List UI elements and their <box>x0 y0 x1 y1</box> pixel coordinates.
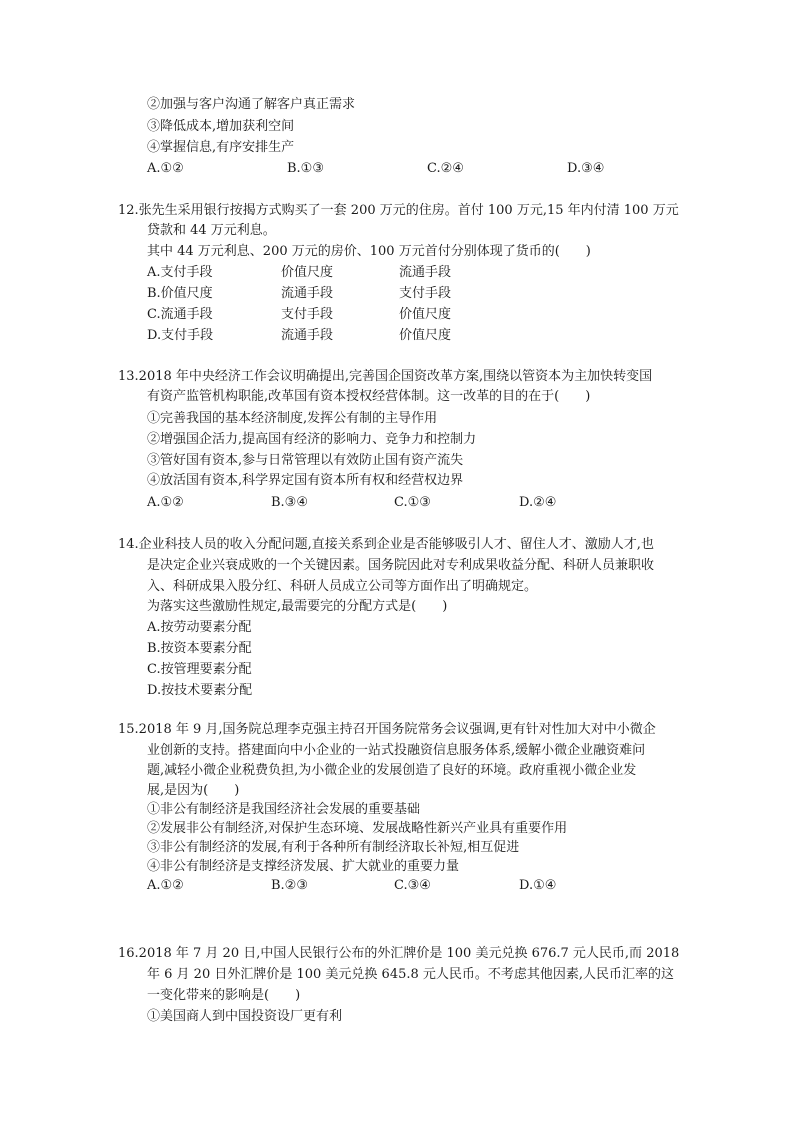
q11-option-b: B.①③ <box>287 161 324 176</box>
q15-item-3: ③非公有制经济的发展,有利于各种所有制经济取长补短,相互促进 <box>147 840 520 855</box>
q14-stem-line-2: 是决定企业兴衰成败的一个关键因素。国务院因此对专利成果收益分配、科研人员兼职收 <box>147 558 655 573</box>
q13-item-4: ④放活国有资本,科学界定国有资本所有权和经营权边界 <box>147 473 464 488</box>
q15-option-b: B.②③ <box>271 878 308 893</box>
q12-option-d-col2: 流通手段 <box>281 328 334 343</box>
q14-option-a: A.按劳动要素分配 <box>147 620 252 635</box>
q11-item-2: ②加强与客户沟通了解客户真正需求 <box>147 97 356 112</box>
q15-stem-line-3: 题,减轻小微企业税费负担,为小微企业的发展创造了良好的环境。政府重视小微企业发 <box>147 763 637 778</box>
q15-item-4: ④非公有制经济是支撑经济发展、扩大就业的重要力量 <box>147 859 460 874</box>
q11-option-a: A.①② <box>147 161 184 176</box>
q16-stem-line-3: 一变化带来的影响是( ) <box>147 988 301 1003</box>
q14-option-d: D.按技术要素分配 <box>147 683 253 698</box>
q12-option-b-col2: 流通手段 <box>281 286 334 301</box>
q15-stem-line-4: 展,是因为( ) <box>147 783 240 798</box>
q14-stem-line-1: 14.企业科技人员的收入分配问题,直接关系到企业是否能够吸引人才、留住人才、激励人才,也 <box>118 537 654 552</box>
q12-option-b-col1: B.价值尺度 <box>147 286 213 301</box>
q12-option-a-col2: 价值尺度 <box>281 265 334 280</box>
q13-item-2: ②增强国企活力,提高国有经济的影响力、竞争力和控制力 <box>147 432 477 447</box>
q15-item-1: ①非公有制经济是我国经济社会发展的重要基础 <box>147 802 421 817</box>
q13-option-b: B.③④ <box>271 495 308 510</box>
q12-option-b-col3: 支付手段 <box>399 286 452 301</box>
q15-stem-line-2: 业创新的支持。搭建面向中小企业的一站式投融资信息服务体系,缓解小微企业融资难问 <box>147 743 646 758</box>
q12-stem-line-3: 其中 44 万元利息、200 万元的房价、100 万元首付分别体现了货币的( ) <box>147 244 591 259</box>
q16-stem-line-2: 年 6 月 20 日外汇牌价是 100 美元兑换 645.8 元人民币。不考虑其他因素,人民币汇率的这 <box>147 967 675 982</box>
q12-option-c-col2: 支付手段 <box>281 307 334 322</box>
q16-stem-line-1: 16.2018 年 7 月 20 日,中国人民银行公布的外汇牌价是 100 美元兑换 676.7 元人民币,而 2018 <box>118 946 680 961</box>
q15-item-2: ②发展非公有制经济,对保护生态环境、发展战略性新兴产业具有重要作用 <box>147 821 568 836</box>
q12-stem-line-1: 12.张先生采用银行按揭方式购买了一套 200 万元的住房。首付 100 万元,15 年内付清 100 万元 <box>118 203 679 218</box>
q12-option-a-col3: 流通手段 <box>399 265 452 280</box>
q11-option-d: D.③④ <box>567 161 605 176</box>
q14-option-c: C.按管理要素分配 <box>147 662 252 677</box>
q12-option-d-col1: D.支付手段 <box>147 328 214 343</box>
q12-stem-line-2: 贷款和 44 万元利息。 <box>147 223 276 238</box>
q13-stem-line-1: 13.2018 年中央经济工作会议明确提出,完善国企国资改革方案,围绕以管资本为主加快转变国 <box>118 369 653 384</box>
q15-option-c: C.③④ <box>394 878 431 893</box>
q12-option-a-col1: A.支付手段 <box>147 265 213 280</box>
q13-item-1: ①完善我国的基本经济制度,发挥公有制的主导作用 <box>147 411 438 426</box>
q11-option-c: C.②④ <box>427 161 464 176</box>
q12-option-c-col3: 价值尺度 <box>399 307 452 322</box>
q13-stem-line-2: 有资产监管机构职能,改革国有资本授权经营体制。这一改革的目的在于( ) <box>147 389 591 404</box>
q13-item-3: ③管好国有资本,参与日常管理以有效防止国有资产流失 <box>147 453 464 468</box>
q14-stem-line-4: 为落实这些激励性规定,最需要完的分配方式是( ) <box>147 599 448 614</box>
q16-item-1: ①美国商人到中国投资设厂更有利 <box>147 1009 343 1024</box>
q11-item-4: ④掌握信息,有序安排生产 <box>147 140 295 155</box>
q11-item-3: ③降低成本,增加获利空间 <box>147 119 295 134</box>
q13-option-c: C.①③ <box>394 495 431 510</box>
q15-option-a: A.①② <box>147 878 184 893</box>
q12-option-d-col3: 价值尺度 <box>399 328 452 343</box>
q13-option-a: A.①② <box>147 495 184 510</box>
q15-stem-line-1: 15.2018 年 9 月,国务院总理李克强主持召开国务院常务会议强调,更有针对性加大对中小微企 <box>118 722 656 737</box>
q12-option-c-col1: C.流通手段 <box>147 307 213 322</box>
q14-stem-line-3: 入、科研成果入股分红、科研人员成立公司等方面作出了明确规定。 <box>147 579 538 594</box>
q14-option-b: B.按资本要素分配 <box>147 641 252 656</box>
q13-option-d: D.②④ <box>519 495 557 510</box>
q15-option-d: D.①④ <box>519 878 557 893</box>
